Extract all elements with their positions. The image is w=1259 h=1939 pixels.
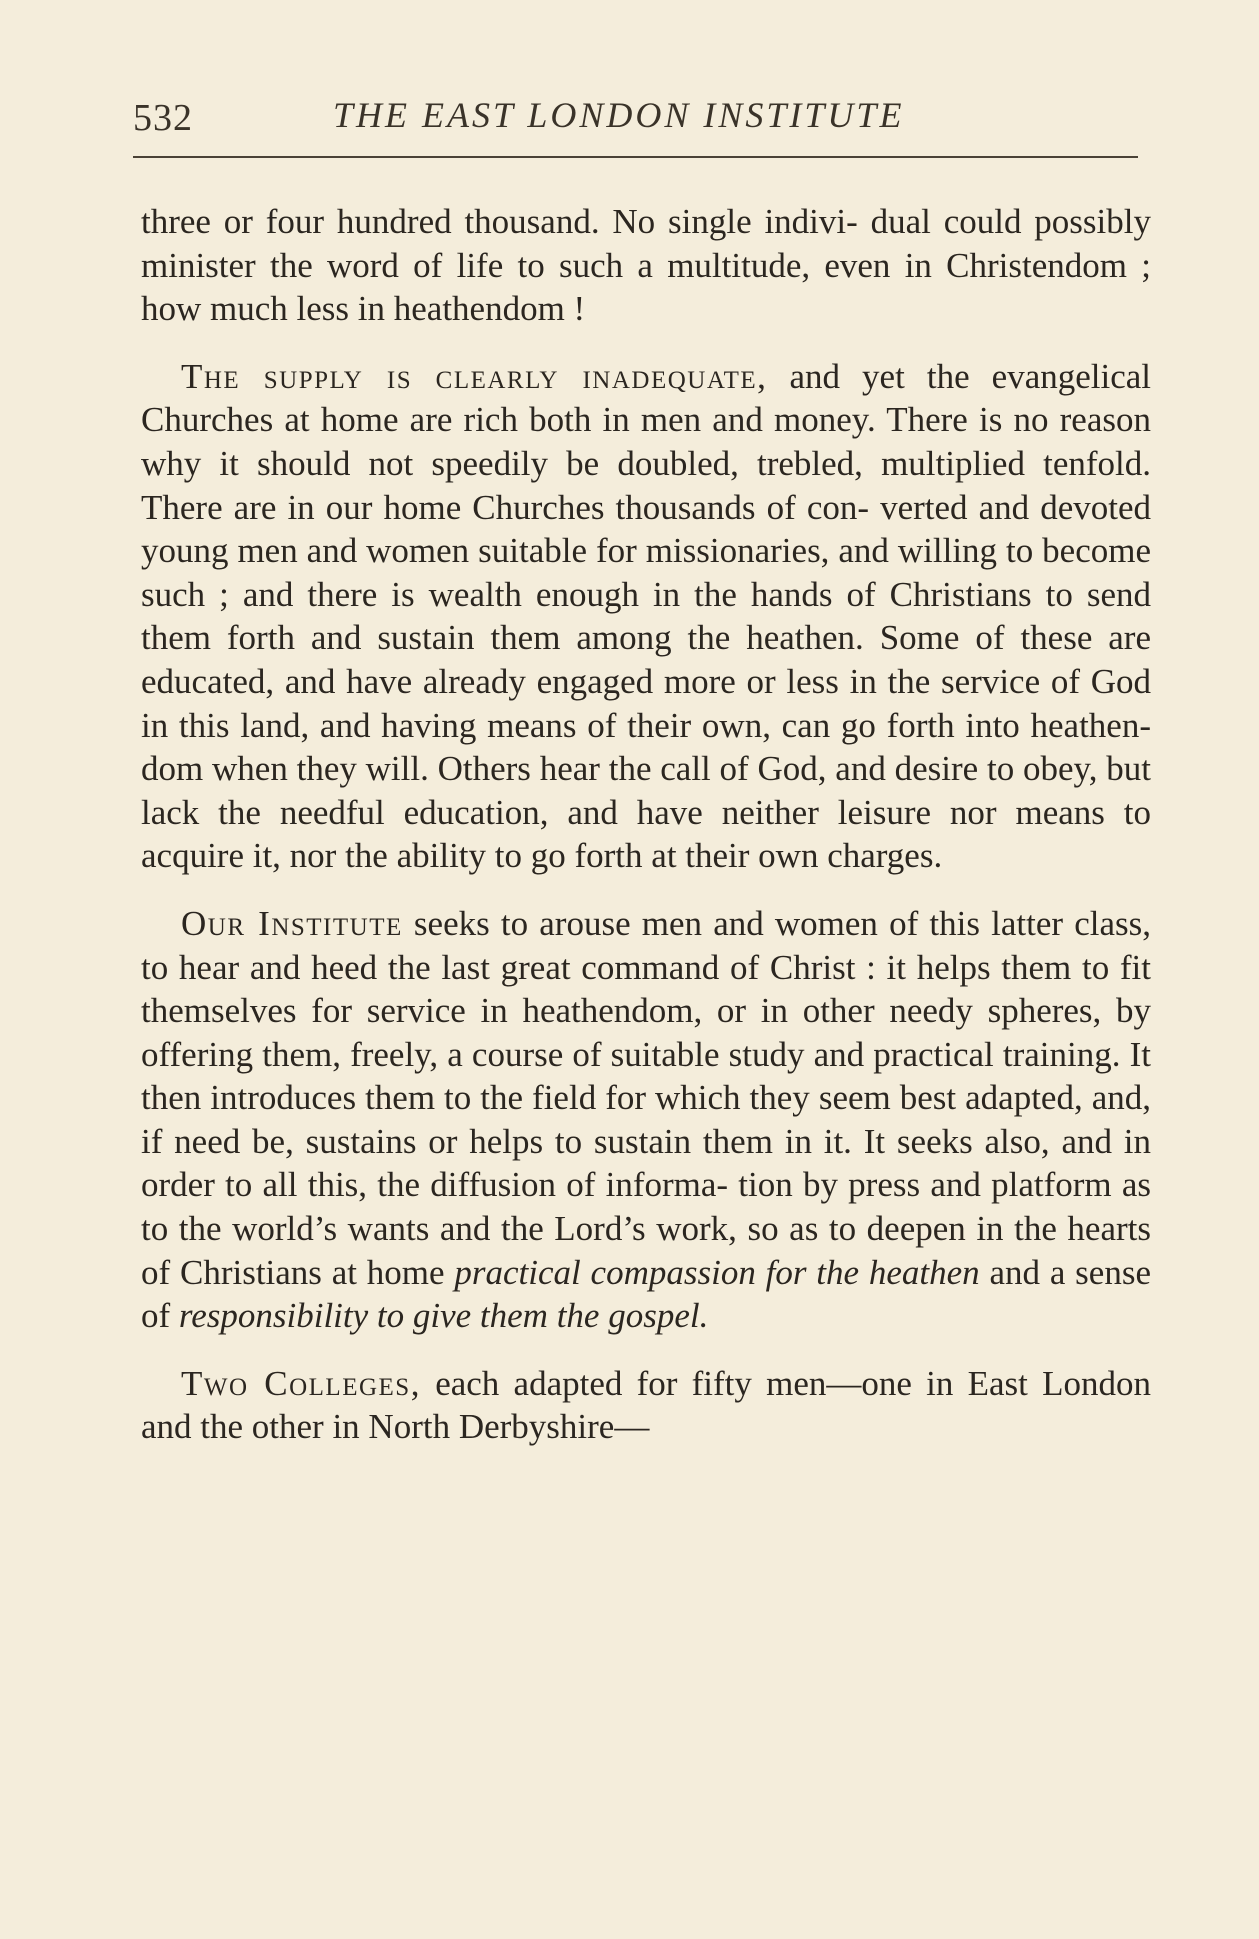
page-header — [133, 88, 1138, 148]
paragraph-3-mid: and a sense of — [141, 1252, 1151, 1336]
paragraph-2-lead: The supply is clearly inadequate, — [181, 356, 768, 396]
paragraph-2-text: and yet the evangelical Churches at home are rich both in men and money. There is no reason why it should not speedily be doubled, trebled, multiplied tenfold. There are in our home Churches thousands of con- verted and devoted young men and women suitable for missionaries, and willing to become such ; and there is wealth enough in the hands of Christians to send them forth and sustain them among the heathen. Some of these are educated, and have already engaged more or less in the service of God in this land, and having means of their own, can go forth into heathen- dom when they will. Others hear the call of God, and desire to obey, but lack the needful education, and have neither leisure nor means to acquire it, nor the ability to go forth at their own charges. — [141, 356, 1151, 876]
page-number: 532 — [133, 97, 193, 139]
body-text — [141, 200, 1151, 1449]
paragraph-3-emphasis-1: practical compassion for the heathen — [454, 1252, 980, 1292]
running-title: THE EAST LONDON INSTITUTE — [333, 95, 905, 135]
paragraph-3-emphasis-2: responsibility to give them the gospel. — [178, 1296, 709, 1336]
paragraph-3 — [141, 902, 1151, 1338]
paragraph-3-lead: Our Institute — [181, 903, 403, 943]
paragraph-4-lead: Two Colleges, — [181, 1363, 421, 1403]
header-rule — [133, 156, 1138, 158]
paragraph-1-text: three or four hundred thousand. No single indivi- dual could possibly minister the word of life to such a multitude, even in Christendom ; how much less in heathendom ! — [141, 202, 1151, 329]
paragraph-4-text: each adapted for fifty men—one in East London and the other in North Derbyshire— — [141, 1363, 1151, 1447]
paragraph-2 — [141, 355, 1151, 878]
paragraph-4 — [141, 1362, 1151, 1449]
paragraph-1 — [141, 200, 1151, 331]
paragraph-3-text: seeks to arouse men and women of this latter class, to hear and heed the last great command of Christ : it helps them to fit themselves for service in heathendom, or in other needy spheres, by offering them, freely, a course of suitable study and practical training. It then introduces them to the field for which they seem best adapted, and, if need be, sustains or helps to sustain them in it. It seeks also, and in order to all this, the diffusion of informa- tion by press and platform as to the world’s wants and the Lord’s work, so as to deepen in the hearts of Christians at home — [141, 903, 1151, 1292]
